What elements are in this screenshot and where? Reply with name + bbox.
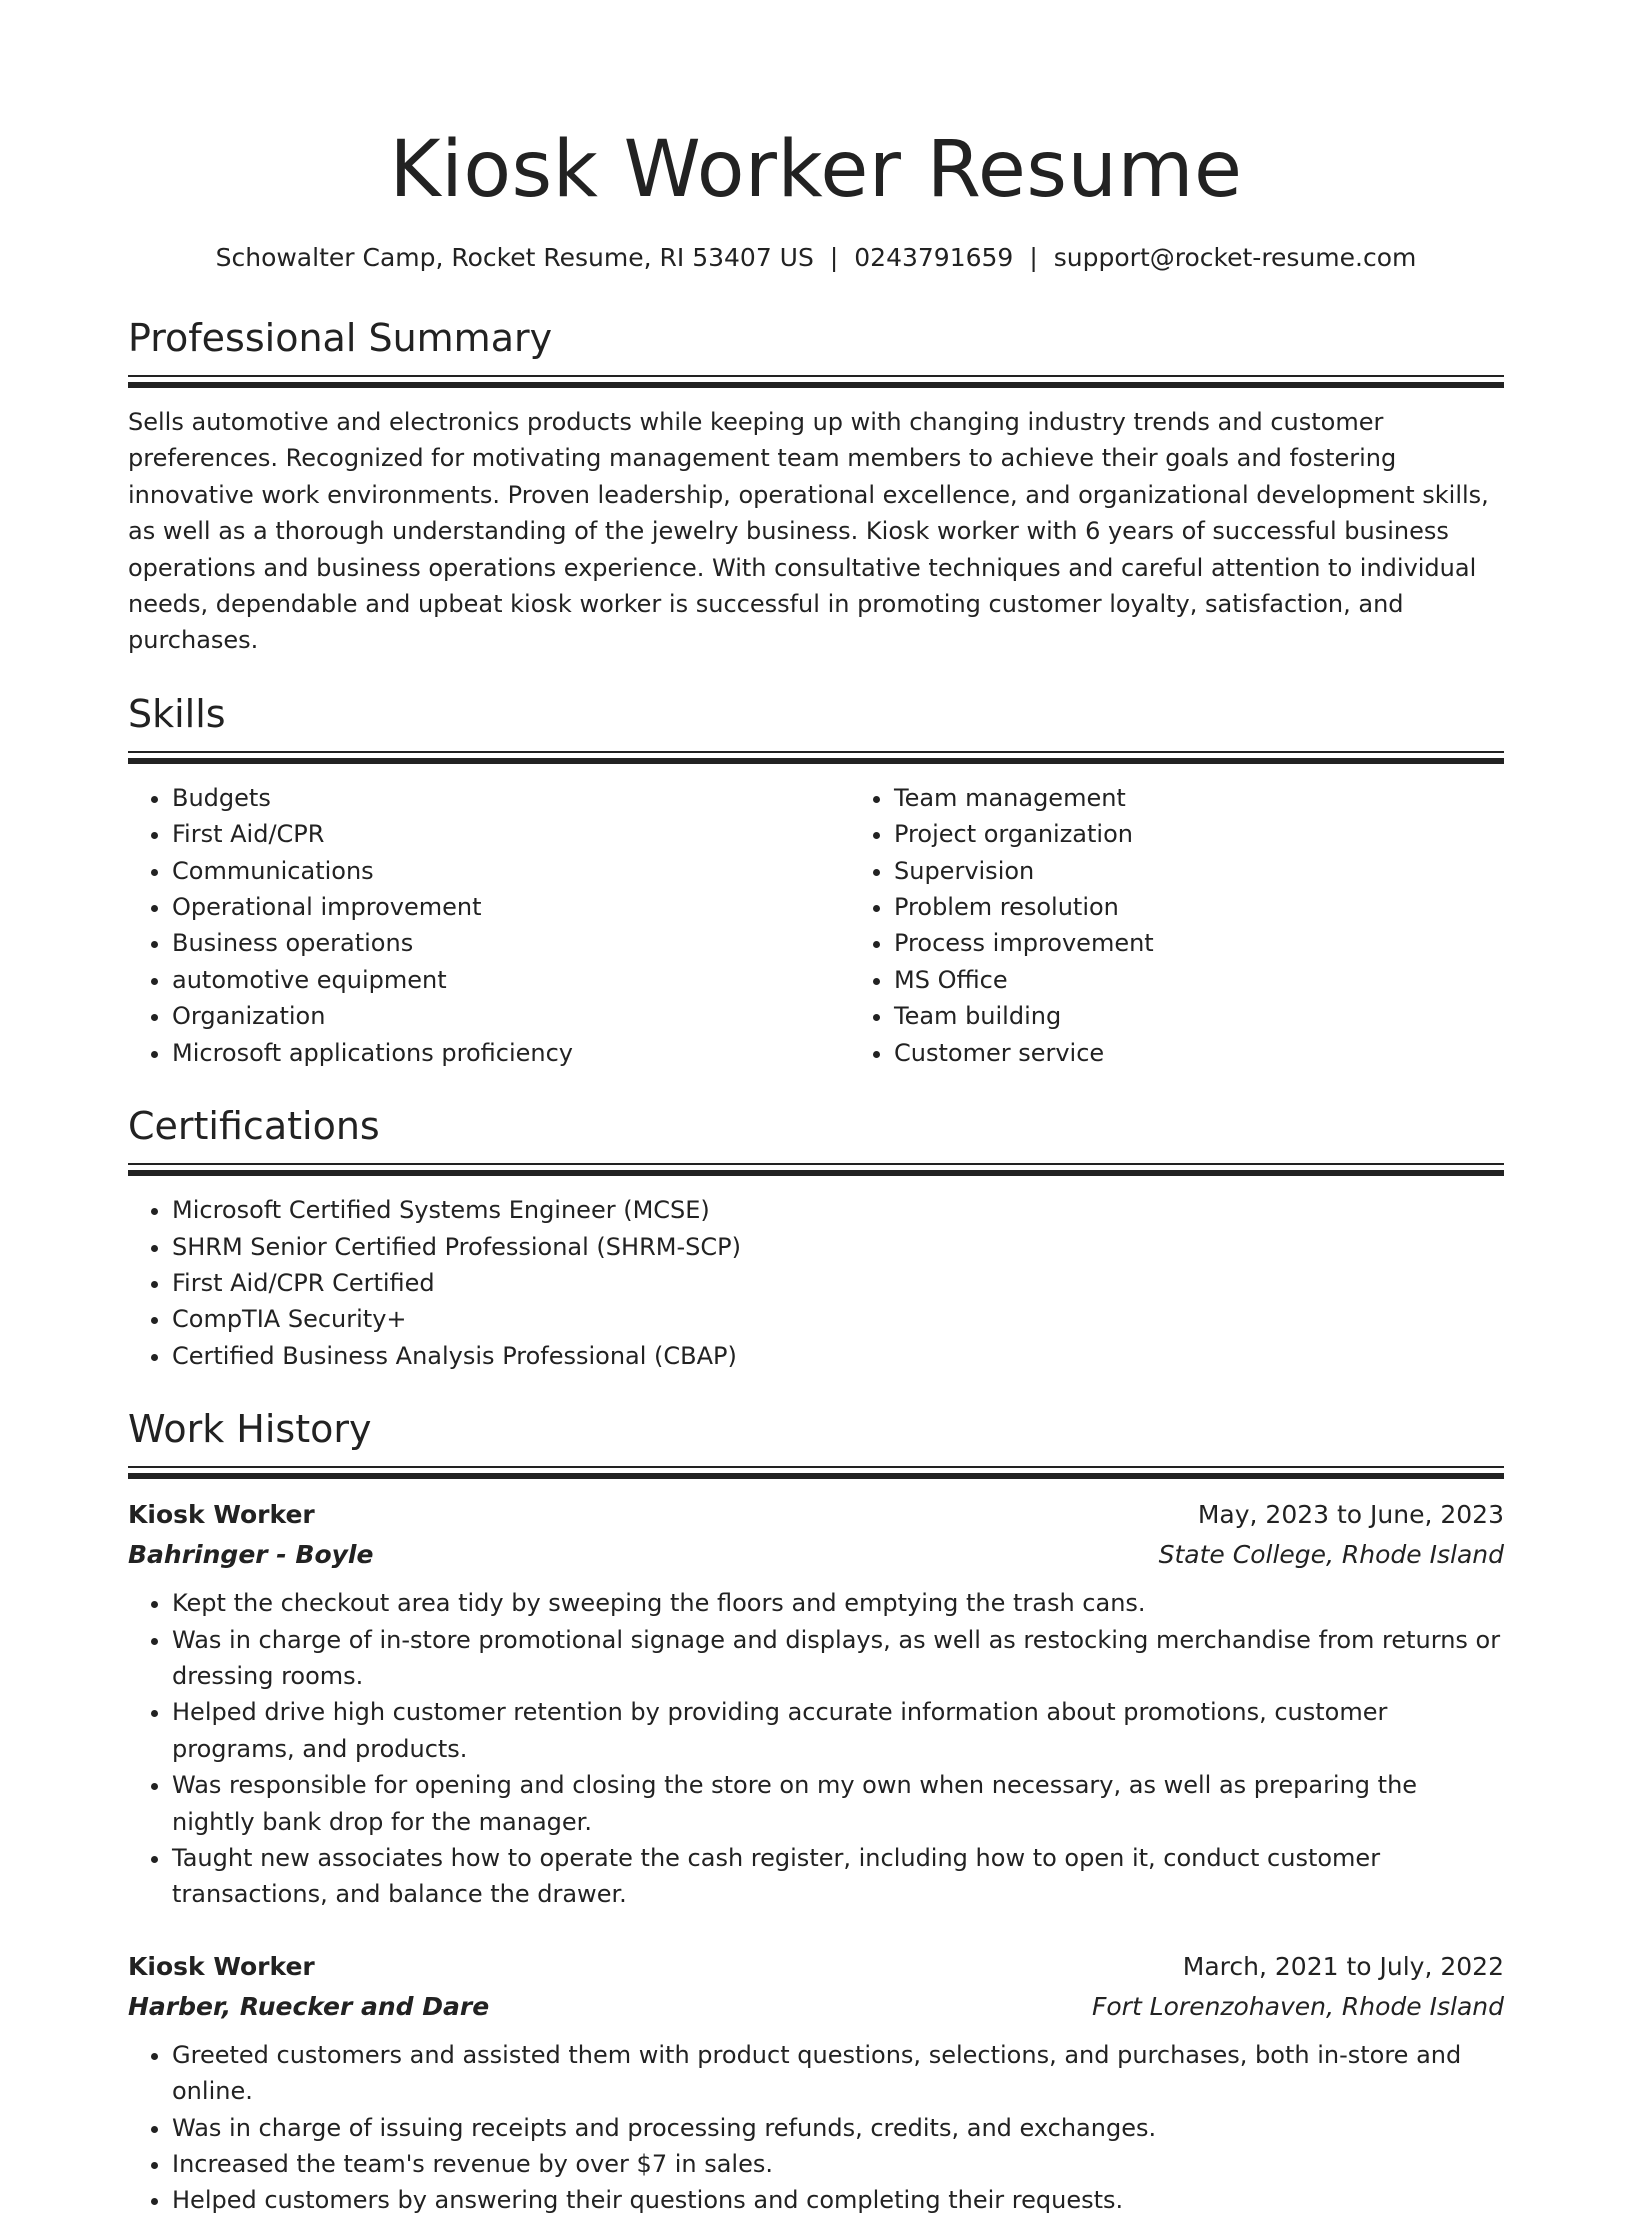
skills-heading: Skills xyxy=(128,691,226,736)
certifications-section xyxy=(128,1103,1504,1374)
skill-item: • Communications xyxy=(172,853,850,889)
summary-heading: Professional Summary xyxy=(128,316,553,360)
contact-separator: | xyxy=(1029,243,1038,272)
certification-item: • Certified Business Analysis Professional (CBAP) xyxy=(172,1338,1504,1374)
certification-item: • First Aid/CPR Certified xyxy=(172,1265,1504,1301)
job-bullet: • Increased the team's revenue by over $7 in sales. xyxy=(172,2146,1504,2182)
skill-item: • Budgets xyxy=(172,780,850,816)
job-location: State College, Rhode Island xyxy=(1158,1540,1504,1570)
skill-item: • Project organization xyxy=(894,816,1572,852)
certifications-heading: Certifications xyxy=(128,1104,380,1149)
job-bullets xyxy=(128,1585,1504,1913)
section-divider xyxy=(128,1466,1504,1479)
contact-address: Schowalter Camp, Rocket Resume, RI 53407 US xyxy=(215,243,814,272)
section-divider xyxy=(128,751,1504,764)
job-header-row xyxy=(128,1495,1504,1535)
skill-item: • Organization xyxy=(172,998,850,1034)
job-bullet: • Greeted customers and assisted them with product questions, selections, and purchases, both in-store and online. xyxy=(172,2037,1504,2110)
skill-item: • MS Office xyxy=(894,962,1572,998)
job-entry xyxy=(128,1495,1504,1913)
job-title: Kiosk Worker xyxy=(128,1500,315,1530)
job-company: Bahringer - Boyle xyxy=(128,1540,374,1570)
skill-item: • Team management xyxy=(894,780,1572,816)
skill-item: • automotive equipment xyxy=(172,962,850,998)
skill-item: • Problem resolution xyxy=(894,889,1572,925)
job-bullet: • Was in charge of issuing receipts and processing refunds, credits, and exchanges. xyxy=(172,2110,1504,2146)
skill-item: • Operational improvement xyxy=(172,889,850,925)
skills-right-list xyxy=(850,780,1572,1071)
job-dates: May, 2023 to June, 2023 xyxy=(1197,1500,1504,1530)
skills-section xyxy=(128,691,1504,1071)
certification-item: • Microsoft Certified Systems Engineer (MCSE) xyxy=(172,1192,1504,1228)
job-bullet: • Taught new associates how to operate the cash register, including how to open it, conduct customer transactions, and balance the drawer. xyxy=(172,1840,1504,1913)
work-history-heading: Work History xyxy=(128,1407,372,1452)
job-entry xyxy=(128,1947,1504,2219)
job-header-row xyxy=(128,1947,1504,1987)
job-location: Fort Lorenzohaven, Rhode Island xyxy=(1091,1991,1504,2021)
job-company: Harber, Ruecker and Dare xyxy=(128,1991,490,2021)
section-divider xyxy=(128,375,1504,388)
contact-separator: | xyxy=(829,243,839,272)
job-bullet: • Kept the checkout area tidy by sweeping the floors and emptying the trash cans. xyxy=(172,1585,1504,1621)
skills-left-list xyxy=(128,780,850,1071)
skill-item: • Microsoft applications proficiency xyxy=(172,1035,850,1071)
resume-title: Kiosk Worker Resume xyxy=(389,125,1243,215)
contact-line xyxy=(128,241,1504,275)
job-title: Kiosk Worker xyxy=(128,1951,315,1981)
job-bullet: • Helped customers by answering their questions and completing their requests. xyxy=(172,2182,1504,2218)
resume-page xyxy=(128,0,1504,2219)
summary-section xyxy=(128,315,1504,659)
certifications-list xyxy=(128,1192,1504,1374)
skill-item: • Process improvement xyxy=(894,925,1572,961)
skill-item: • Team building xyxy=(894,998,1572,1034)
skill-item: • Supervision xyxy=(894,853,1572,889)
skill-item: • First Aid/CPR xyxy=(172,816,850,852)
certification-item: • CompTIA Security+ xyxy=(172,1301,1504,1337)
skill-item: • Customer service xyxy=(894,1035,1572,1071)
skill-item: • Business operations xyxy=(172,925,850,961)
skills-columns xyxy=(128,780,1504,1071)
summary-text: Sells automotive and electronics products while keeping up with changing industry trends and customer preferences. Recognized for motivating management team members to achieve their goals and fostering innovative work environments. Proven leadership, operational excellence, and organizational development skills, as well as a thorough understanding of the jewelry business. Kiosk worker with 6 years of successful business operations and business operations experience. With consultative techniques and careful attention to individual needs, dependable and upbeat kiosk worker is successful in promoting customer loyalty, satisfaction, and purchases. xyxy=(128,408,1489,655)
job-company-row xyxy=(128,1535,1504,1575)
certification-item: • SHRM Senior Certified Professional (SHRM-SCP) xyxy=(172,1229,1504,1265)
job-bullet: • Was responsible for opening and closing the store on my own when necessary, as well as preparing the nightly bank drop for the manager. xyxy=(172,1767,1504,1840)
job-bullet: • Helped drive high customer retention by providing accurate information about promotions, customer programs, and products. xyxy=(172,1694,1504,1767)
work-history-section xyxy=(128,1406,1504,2219)
job-company-row xyxy=(128,1987,1504,2027)
contact-phone: 0243791659 xyxy=(854,243,1014,272)
contact-email[interactable]: support@rocket-resume.com xyxy=(1053,243,1417,272)
job-bullets xyxy=(128,2037,1504,2219)
section-divider xyxy=(128,1163,1504,1176)
job-dates: March, 2021 to July, 2022 xyxy=(1182,1951,1504,1981)
job-bullet: • Was in charge of in-store promotional signage and displays, as well as restocking merchandise from returns or dressing rooms. xyxy=(172,1622,1504,1695)
